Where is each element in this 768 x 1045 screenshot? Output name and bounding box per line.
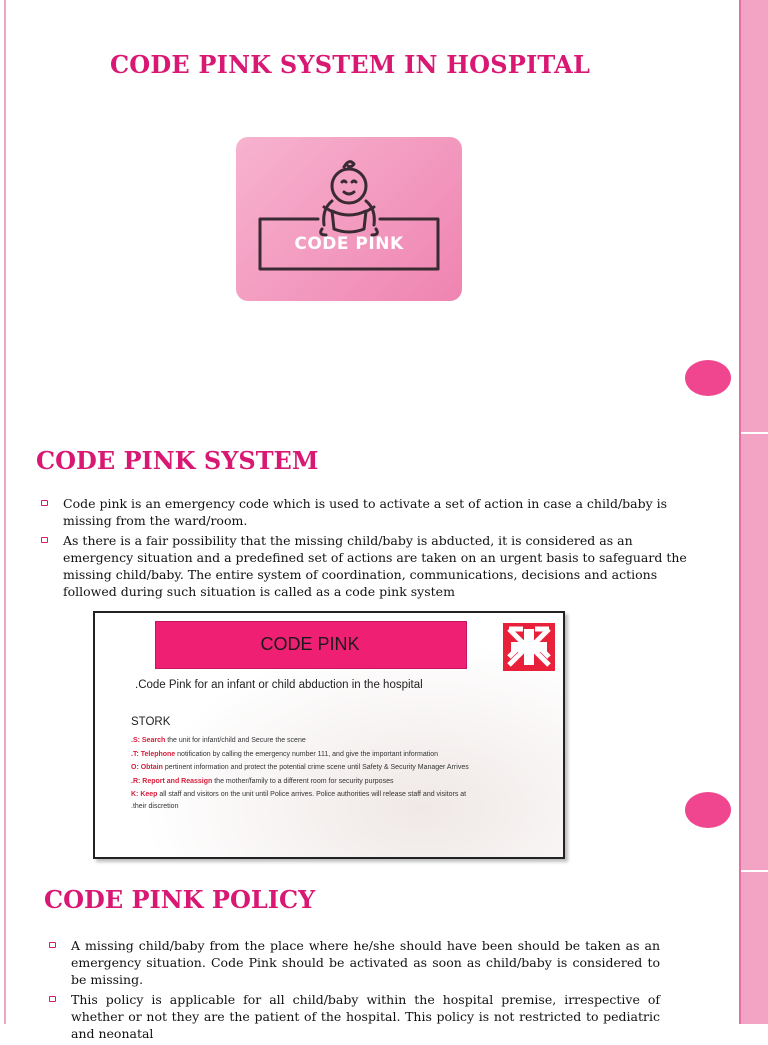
slide-step: .S: Search the unit for infant/child and Secure the scene xyxy=(131,737,306,744)
logo-label: CODE PINK xyxy=(294,234,404,254)
list-item: Code pink is an emergency code which is used to activate a set of action in case a child/baby is missing from the ward/room. xyxy=(36,495,696,529)
section-heading-policy: CODE PINK POLICY xyxy=(44,885,316,914)
page-title: CODE PINK SYSTEM IN HOSPITAL xyxy=(109,50,591,79)
decorative-dot xyxy=(685,360,731,396)
left-border xyxy=(4,0,6,1024)
slide-subtitle: .Code Pink for an infant or child abduction in the hospital xyxy=(135,679,423,691)
system-bullet-list xyxy=(36,495,696,603)
list-item: This policy is applicable for all child/baby within the hospital premise, irrespective of whether or not they are the patient of the hospital. This policy is not restricted to pediatric and neonatal xyxy=(44,991,660,1042)
bullet-icon xyxy=(41,500,48,506)
band-separator xyxy=(741,870,768,872)
list-item: As there is a fair possibility that the missing child/baby is abducted, it is considered as an emergency situation and a predefined set of actions are taken on an urgent basis to safeguard the missing child/baby. The entire system of coordination, communications, decisions and actions followed during such situation is called as a code pink system xyxy=(36,532,696,600)
band-separator xyxy=(741,432,768,434)
bullet-icon xyxy=(41,537,48,543)
policy-bullet-list xyxy=(44,937,660,1045)
bullet-icon xyxy=(49,996,56,1002)
slide-step: K: Keep all staff and visitors on the unit until Police arrives. Police authorities will release staff and visitors at xyxy=(131,791,467,798)
section-heading-system: CODE PINK SYSTEM xyxy=(36,446,319,475)
slide-step: .R: Report and Reassign the mother/family to a different room for security purposes xyxy=(131,777,394,785)
slide-banner-text: CODE PINK xyxy=(260,634,360,654)
slide-step: .T: Telephone notification by calling the emergency number 111, and give the important information xyxy=(131,750,438,758)
bullet-icon xyxy=(49,942,56,948)
code-pink-logo xyxy=(236,137,462,301)
slide-steps xyxy=(131,734,551,811)
decorative-dot xyxy=(685,792,731,828)
slide-step-continuation: .their discretion xyxy=(131,802,179,810)
slide-stork-heading: STORK xyxy=(131,716,171,728)
baby-icon xyxy=(236,137,462,301)
slide-step: O: Obtain pertinent information and protect the potential crime scene until Safety & Security Manager Arrives xyxy=(131,764,469,771)
code-pink-slide-image xyxy=(93,611,565,859)
list-item: A missing child/baby from the place where he/she should have been should be taken as an emergency situation. Code Pink should be activated as soon as child/baby is considered to be missing. xyxy=(44,937,660,988)
hospital-cross-icon xyxy=(503,623,555,671)
